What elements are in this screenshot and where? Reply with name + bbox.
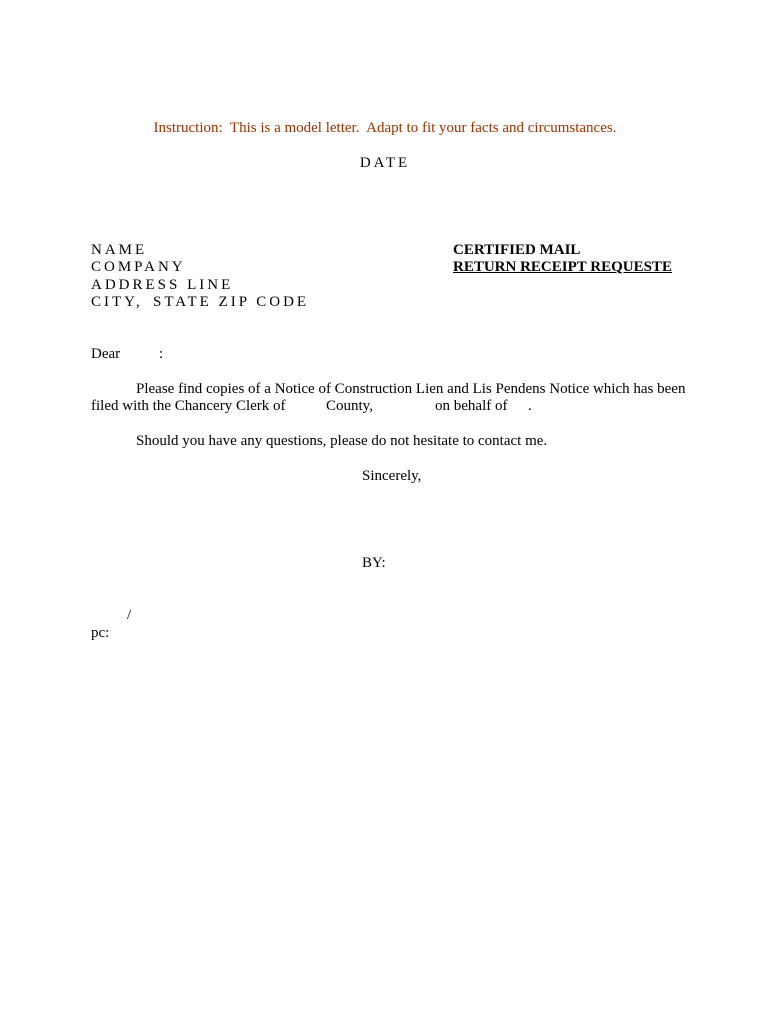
instruction-note: Instruction: This is a model letter. Adapt to fit your facts and circumstances. [153,120,617,136]
recipient-city: CITY, [91,294,143,310]
closing-sincerely: Sincerely, [362,468,422,484]
body-paragraph-1-line-2d: . [528,398,532,414]
body-paragraph-1-line-1: Please find copies of a Notice of Construction Lien and Lis Pendens Notice which has been [136,381,686,397]
pc-label: pc: [91,625,110,641]
certified-mail-label: CERTIFIED MAIL [453,242,581,258]
date-placeholder: DATE [359,155,411,171]
body-paragraph-1-line-2c: on behalf of [435,398,508,414]
body-paragraph-1-line-2a: filed with the Chancery Clerk of [91,398,286,414]
signature-by-label: BY: [362,555,386,571]
body-paragraph-2: Should you have any questions, please do not hesitate to contact me. [136,433,548,449]
recipient-company: COMPANY [91,259,186,275]
return-receipt-label: RETURN RECEIPT REQUESTE [453,259,672,275]
recipient-name: NAME [91,242,148,258]
body-paragraph-1-line-2b: County, [326,398,373,414]
initials-slash: / [127,607,132,623]
recipient-state-zip: STATE ZIP CODE [153,294,310,310]
salutation-colon: : [159,346,164,362]
recipient-address: ADDRESS LINE [91,277,234,293]
salutation-dear: Dear [91,346,121,362]
